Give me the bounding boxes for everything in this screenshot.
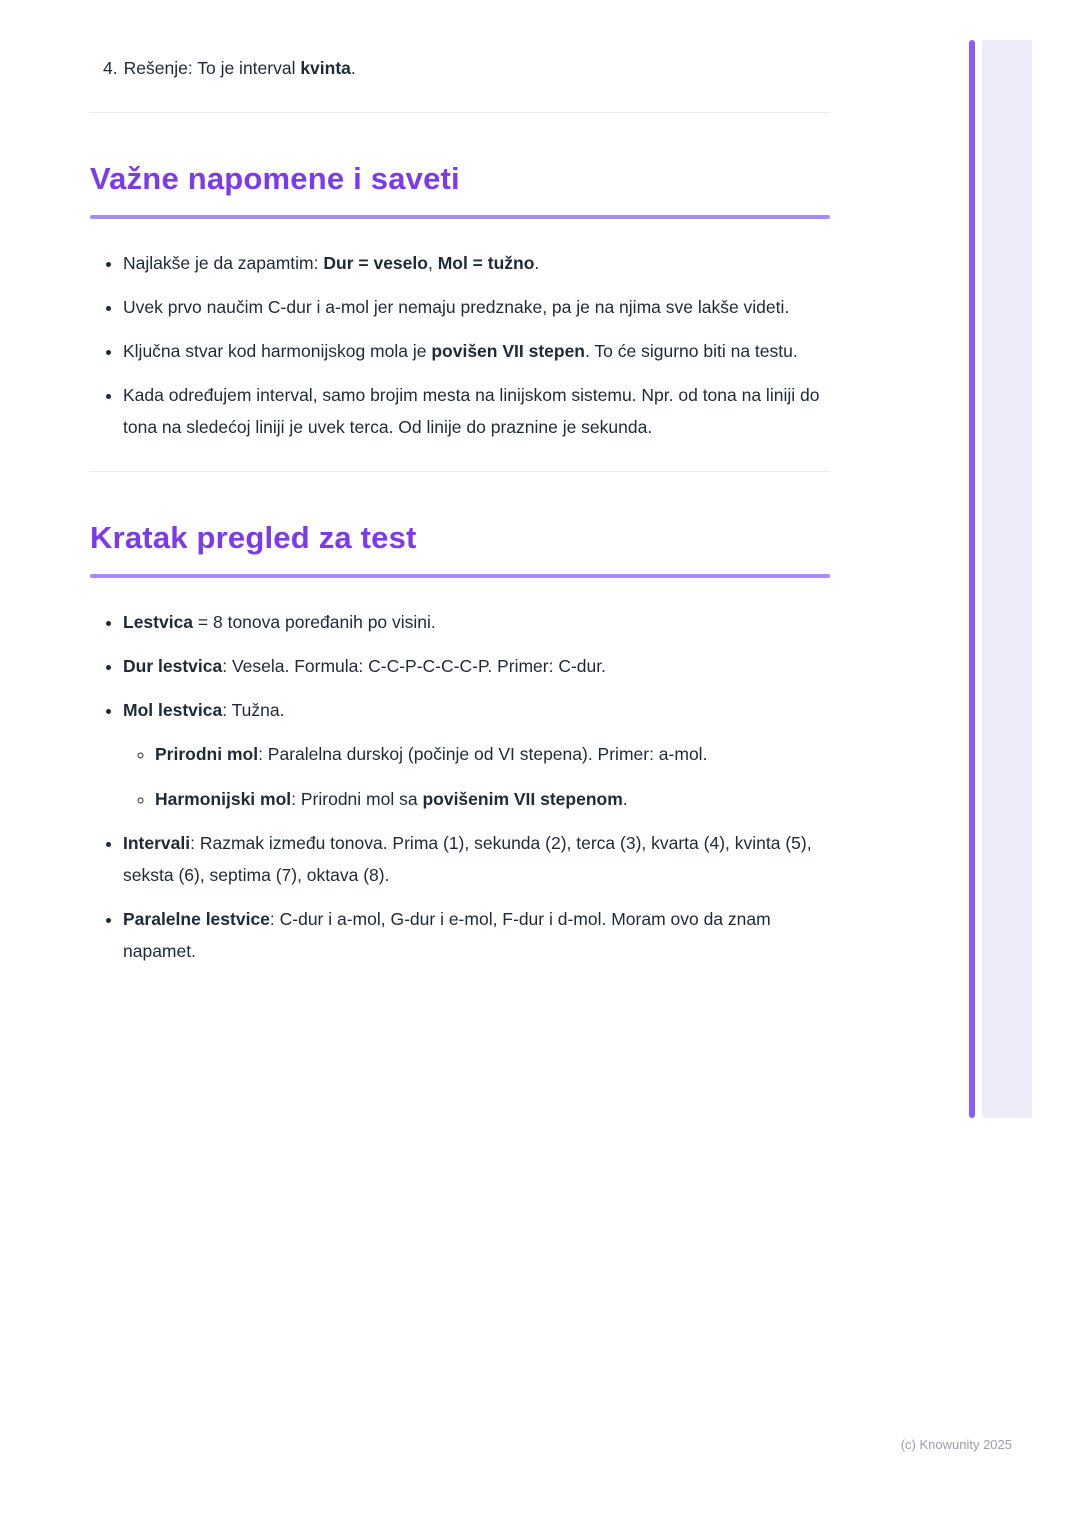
bold-text-segment: Mol = tužno [437,253,535,273]
list-item-text [123,700,284,720]
bullet-list [90,247,830,443]
list-item-text [123,612,436,632]
text-segment: . [350,58,356,78]
section-test-review [90,518,830,967]
list-item-text [123,833,812,885]
list-item [123,379,830,443]
list-item-text [123,253,539,273]
text-segment: Rešenje: To je interval [123,58,301,78]
numbered-list-item [90,0,830,84]
section-title: Kratak pregled za test [90,520,417,555]
text-segment: Najlakše je da zapamtim: [123,253,324,273]
text-segment: = 8 tonova poređanih po visini. [193,612,436,632]
list-item-text [123,385,819,437]
text-segment: . To će sigurno biti na testu. [585,341,798,361]
footer-copyright: (c) Knowunity 2025 [900,1437,1012,1452]
sub-list-item [155,738,830,770]
list-item [123,291,830,323]
sub-list-item [155,783,830,815]
bold-text-segment: povišen VII stepen [431,341,585,361]
text-segment: : Paralelna durskoj (počinje od VI stepena). Primer: a-mol. [258,744,708,764]
title-underline-bar [90,215,830,219]
text-segment: . [622,789,628,809]
bold-text-segment: Dur lestvica [123,656,223,676]
list-item-text [123,656,606,676]
text-segment: : Vesela. Formula: C-C-P-C-C-C-P. Primer: C-dur. [222,656,606,676]
section-title: Važne napomene i saveti [90,161,460,196]
list-item [123,694,830,815]
list-item-number: 4. [103,58,118,78]
bold-text-segment: povišenim VII stepenom [422,789,623,809]
text-segment: : C-dur i a-mol, G-dur i e-mol, F-dur i d-mol. Moram ovo da znam napamet. [123,909,771,961]
numbered-item-text [124,58,356,78]
list-item-text [123,341,798,361]
sub-list-item-text [155,789,628,809]
bold-text-segment: kvinta [300,58,351,78]
text-segment: : Tužna. [222,700,285,720]
vertical-accent-bar [969,40,975,1118]
text-segment: Kada određujem interval, samo brojim mesta na linijskom sistemu. Npr. od tona na liniji do tona na sledećoj liniji je uvek terca. Od linije do praznine je sekunda. [123,385,820,437]
text-segment: . [534,253,540,273]
bold-text-segment: Lestvica [123,612,194,632]
text-segment: , [427,253,438,273]
bold-text-segment: Mol lestvica [123,700,223,720]
next-page-edge-strip [982,40,1032,1118]
list-item-text [123,909,771,961]
section-divider [90,112,830,113]
list-item [123,247,830,279]
bullet-list [90,606,830,967]
bold-text-segment: Harmonijski mol [155,789,292,809]
section-notes-and-tips [90,159,830,443]
list-item [123,335,830,367]
list-item [123,606,830,638]
title-underline-bar [90,574,830,578]
text-segment: : Razmak između tonova. Prima (1), sekunda (2), terca (3), kvarta (4), kvinta (5), seksta (6), septima (7), oktava (8). [123,833,812,885]
section-divider [90,471,830,472]
bold-text-segment: Intervali [123,833,191,853]
text-segment: Uvek prvo naučim C-dur i a-mol jer nemaju predznake, pa je na njima sve lakše videti. [123,297,790,317]
text-segment: Ključna stvar kod harmonijskog mola je [123,341,432,361]
list-item [123,650,830,682]
text-segment: : Prirodni mol sa [291,789,423,809]
bold-text-segment: Dur = veselo [323,253,428,273]
bold-text-segment: Prirodni mol [155,744,259,764]
sub-list-item-text [155,744,707,764]
list-item [123,903,830,967]
content-column [90,0,830,979]
list-item [123,827,830,891]
list-item-text [123,297,789,317]
sub-list [123,738,830,815]
bold-text-segment: Paralelne lestvice [123,909,270,929]
